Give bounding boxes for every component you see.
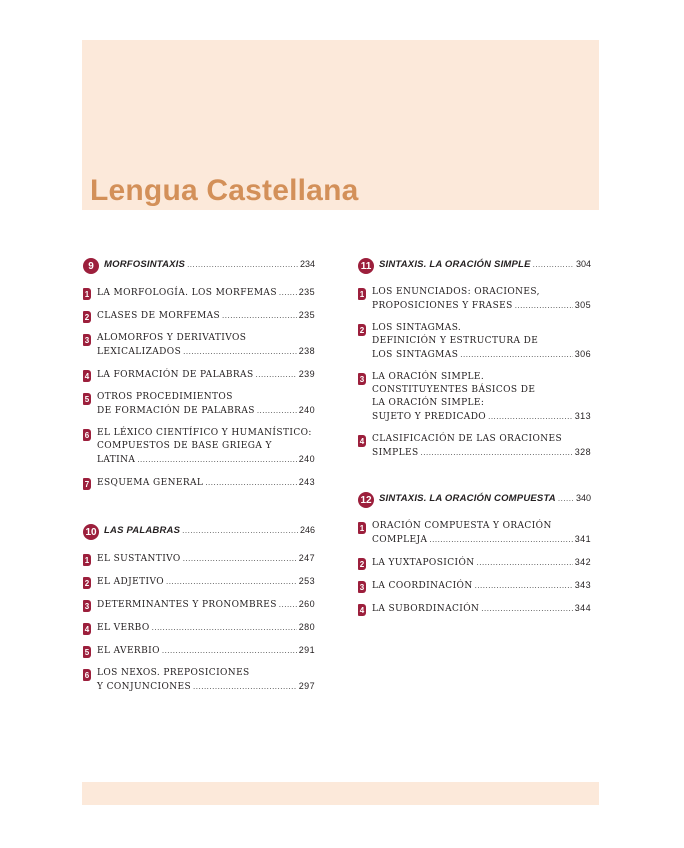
unit-10 bbox=[83, 524, 315, 703]
lesson-title-line: ORACIÓN COMPUESTA Y ORACIÓN bbox=[372, 521, 552, 531]
lesson-page-number: 253 bbox=[298, 576, 315, 586]
dot-leader bbox=[515, 300, 573, 313]
lesson-page-number: 247 bbox=[298, 553, 315, 563]
unit-page-number: 304 bbox=[575, 259, 591, 269]
lesson-title-line: LA MORFOLOGÍA. LOS MORFEMAS bbox=[97, 288, 277, 298]
lesson-title-line: SUJETO Y PREDICADO bbox=[372, 412, 487, 422]
lesson-item[interactable] bbox=[83, 667, 315, 694]
dot-leader bbox=[166, 576, 297, 589]
lesson-number-tag: 1 bbox=[359, 289, 365, 299]
lesson-number-tag: 4 bbox=[84, 371, 90, 381]
lesson-page-number: 328 bbox=[574, 447, 591, 457]
lesson-number-tag: 1 bbox=[84, 289, 90, 299]
lesson-title-line: LOS SINTAGMAS bbox=[372, 350, 459, 360]
lesson-item[interactable] bbox=[83, 309, 315, 323]
lesson-item[interactable] bbox=[83, 552, 315, 566]
dot-leader bbox=[475, 580, 573, 593]
unit-heading[interactable] bbox=[358, 258, 591, 276]
dot-leader bbox=[558, 494, 574, 503]
lesson-title-line: LA FORMACIÓN DE PALABRAS bbox=[97, 370, 254, 380]
dot-leader bbox=[187, 260, 298, 269]
lesson-list bbox=[83, 286, 315, 490]
lesson-title-line: CLASIFICACIÓN DE LAS ORACIONES bbox=[372, 434, 563, 444]
lesson-page-number: 238 bbox=[298, 346, 315, 356]
lesson-item[interactable] bbox=[358, 286, 591, 313]
lesson-item[interactable] bbox=[83, 575, 315, 589]
lesson-item[interactable] bbox=[83, 368, 315, 382]
lesson-item[interactable] bbox=[358, 433, 591, 460]
lesson-item[interactable] bbox=[83, 621, 315, 635]
lesson-page-number: 313 bbox=[574, 411, 591, 421]
lesson-page-number: 239 bbox=[298, 369, 315, 379]
lesson-title-line: DEFINICIÓN Y ESTRUCTURA DE bbox=[372, 336, 539, 346]
lesson-number-tag: 3 bbox=[359, 582, 365, 592]
lesson-item[interactable] bbox=[83, 598, 315, 612]
lesson-page-number: 305 bbox=[574, 300, 591, 310]
lesson-title-line: COMPLEJA bbox=[372, 535, 428, 545]
lesson-number-tag: 3 bbox=[359, 374, 365, 384]
lesson-title-line: COMPUESTOS DE BASE GRIEGA Y bbox=[97, 441, 272, 451]
unit-page-number: 340 bbox=[575, 493, 591, 503]
page-title: Lengua Castellana bbox=[90, 174, 359, 207]
lesson-title-line: LA COORDINACIÓN bbox=[372, 581, 473, 591]
dot-leader bbox=[152, 622, 297, 635]
lesson-number-tag: 7 bbox=[84, 479, 90, 489]
unit-page-number: 246 bbox=[299, 525, 315, 535]
lesson-title-line: CONSTITUYENTES BÁSICOS DE bbox=[372, 385, 536, 395]
lesson-list bbox=[83, 552, 315, 694]
lesson-page-number: 291 bbox=[298, 645, 315, 655]
lesson-title-line: LA SUBORDINACIÓN bbox=[372, 604, 480, 614]
lesson-item[interactable] bbox=[358, 322, 591, 362]
lesson-number-tag: 5 bbox=[84, 647, 90, 657]
dot-leader bbox=[279, 287, 297, 300]
lesson-page-number: 343 bbox=[574, 580, 591, 590]
lesson-title-line: EL SUSTANTIVO bbox=[97, 554, 181, 564]
lesson-number-tag: 1 bbox=[84, 555, 90, 565]
lesson-item[interactable] bbox=[358, 602, 591, 616]
lesson-item[interactable] bbox=[83, 427, 315, 467]
lesson-number-tag: 6 bbox=[84, 670, 90, 680]
lesson-page-number: 341 bbox=[574, 534, 591, 544]
dot-leader bbox=[533, 260, 574, 269]
lesson-page-number: 240 bbox=[298, 454, 315, 464]
lesson-page-number: 235 bbox=[298, 287, 315, 297]
lesson-number-tag: 4 bbox=[359, 436, 365, 446]
lesson-item[interactable] bbox=[83, 286, 315, 300]
lesson-number-tag: 3 bbox=[84, 601, 90, 611]
lesson-title-line: DETERMINANTES Y PRONOMBRES bbox=[97, 600, 277, 610]
lesson-title-line: LOS NEXOS. PREPOSICIONES bbox=[97, 668, 250, 678]
lesson-item[interactable] bbox=[83, 644, 315, 658]
lesson-page-number: 342 bbox=[574, 557, 591, 567]
unit-9 bbox=[83, 258, 315, 499]
lesson-title-line: EL LÉXICO CIENTÍFICO Y HUMANÍSTICO: bbox=[97, 428, 312, 438]
lesson-list bbox=[358, 286, 591, 460]
dot-leader bbox=[137, 454, 296, 467]
dot-leader bbox=[279, 599, 297, 612]
lesson-item[interactable] bbox=[358, 579, 591, 593]
lesson-page-number: 260 bbox=[298, 599, 315, 609]
lesson-title-line: LA YUXTAPOSICIÓN bbox=[372, 558, 475, 568]
dot-leader bbox=[183, 346, 297, 359]
lesson-number-tag: 2 bbox=[359, 325, 365, 335]
dot-leader bbox=[460, 349, 573, 362]
dot-leader bbox=[481, 603, 573, 616]
lesson-number-tag: 5 bbox=[84, 394, 90, 404]
lesson-title-line: ESQUEMA GENERAL bbox=[97, 478, 204, 488]
lesson-title-line: LOS SINTAGMAS. bbox=[372, 323, 462, 333]
unit-number-badge: 11 bbox=[358, 258, 374, 274]
dot-leader bbox=[222, 310, 297, 323]
unit-number-badge: 10 bbox=[83, 524, 99, 540]
unit-12 bbox=[358, 492, 591, 625]
dot-leader bbox=[256, 369, 297, 382]
lesson-number-tag: 2 bbox=[359, 559, 365, 569]
unit-number-badge: 12 bbox=[358, 492, 374, 508]
lesson-number-tag: 4 bbox=[84, 624, 90, 634]
lesson-title-line: OTROS PROCEDIMIENTOS bbox=[97, 392, 233, 402]
dot-leader bbox=[421, 447, 573, 460]
lesson-number-tag: 3 bbox=[84, 335, 90, 345]
lesson-title-line: ALOMORFOS Y DERIVATIVOS bbox=[97, 333, 247, 343]
lesson-title-line: LOS ENUNCIADOS: ORACIONES, bbox=[372, 287, 540, 297]
lesson-page-number: 240 bbox=[298, 405, 315, 415]
unit-title: SINTAXIS. LA ORACIÓN COMPUESTA bbox=[379, 493, 556, 504]
lesson-number-tag: 4 bbox=[359, 605, 365, 615]
lesson-title-line: EL AVERBIO bbox=[97, 646, 160, 656]
lesson-item[interactable] bbox=[83, 476, 315, 490]
lesson-page-number: 235 bbox=[298, 310, 315, 320]
lesson-title-line: EL VERBO bbox=[97, 623, 150, 633]
lesson-title-line: PROPOSICIONES Y FRASES bbox=[372, 301, 513, 311]
unit-title: LAS PALABRAS bbox=[104, 525, 181, 536]
unit-heading[interactable] bbox=[83, 524, 315, 542]
unit-title: SINTAXIS. LA ORACIÓN SIMPLE bbox=[379, 259, 531, 270]
unit-title: MORFOSINTAXIS bbox=[104, 259, 186, 270]
lesson-page-number: 280 bbox=[298, 622, 315, 632]
lesson-list bbox=[358, 520, 591, 616]
lesson-title-line: LATINA bbox=[97, 455, 136, 465]
lesson-title-line: LA ORACIÓN SIMPLE. bbox=[372, 372, 485, 382]
lesson-page-number: 306 bbox=[574, 349, 591, 359]
lesson-title-line: SIMPLES bbox=[372, 448, 419, 458]
lesson-page-number: 243 bbox=[298, 477, 315, 487]
dot-leader bbox=[488, 411, 573, 424]
lesson-title-line: CLASES DE MORFEMAS bbox=[97, 311, 221, 321]
lesson-item[interactable] bbox=[83, 391, 315, 418]
unit-11 bbox=[358, 258, 591, 469]
dot-leader bbox=[477, 557, 573, 570]
header-band bbox=[82, 40, 599, 210]
lesson-item[interactable] bbox=[358, 520, 591, 547]
dot-leader bbox=[193, 681, 297, 694]
lesson-page-number: 344 bbox=[574, 603, 591, 613]
lesson-number-tag: 6 bbox=[84, 430, 90, 440]
lesson-number-tag: 2 bbox=[84, 578, 90, 588]
lesson-title-line: DE FORMACIÓN DE PALABRAS bbox=[97, 406, 255, 416]
footer-band bbox=[82, 782, 599, 805]
lesson-title-line: Y CONJUNCIONES bbox=[97, 682, 192, 692]
lesson-title-line: LEXICALIZADOS bbox=[97, 347, 182, 357]
unit-heading[interactable] bbox=[358, 492, 591, 510]
lesson-number-tag: 2 bbox=[84, 312, 90, 322]
unit-number-badge: 9 bbox=[83, 258, 99, 274]
lesson-number-tag: 1 bbox=[359, 523, 365, 533]
dot-leader bbox=[429, 534, 572, 547]
dot-leader bbox=[205, 477, 296, 490]
dot-leader bbox=[257, 405, 297, 418]
unit-page-number: 234 bbox=[299, 259, 315, 269]
lesson-item[interactable] bbox=[83, 332, 315, 359]
lesson-page-number: 297 bbox=[298, 681, 315, 691]
lesson-item[interactable] bbox=[358, 371, 591, 424]
lesson-title-line: LA ORACIÓN SIMPLE: bbox=[372, 398, 485, 408]
dot-leader bbox=[162, 645, 297, 658]
dot-leader bbox=[183, 553, 297, 566]
lesson-title-line: EL ADJETIVO bbox=[97, 577, 164, 587]
dot-leader bbox=[182, 526, 298, 535]
lesson-item[interactable] bbox=[358, 556, 591, 570]
unit-heading[interactable] bbox=[83, 258, 315, 276]
